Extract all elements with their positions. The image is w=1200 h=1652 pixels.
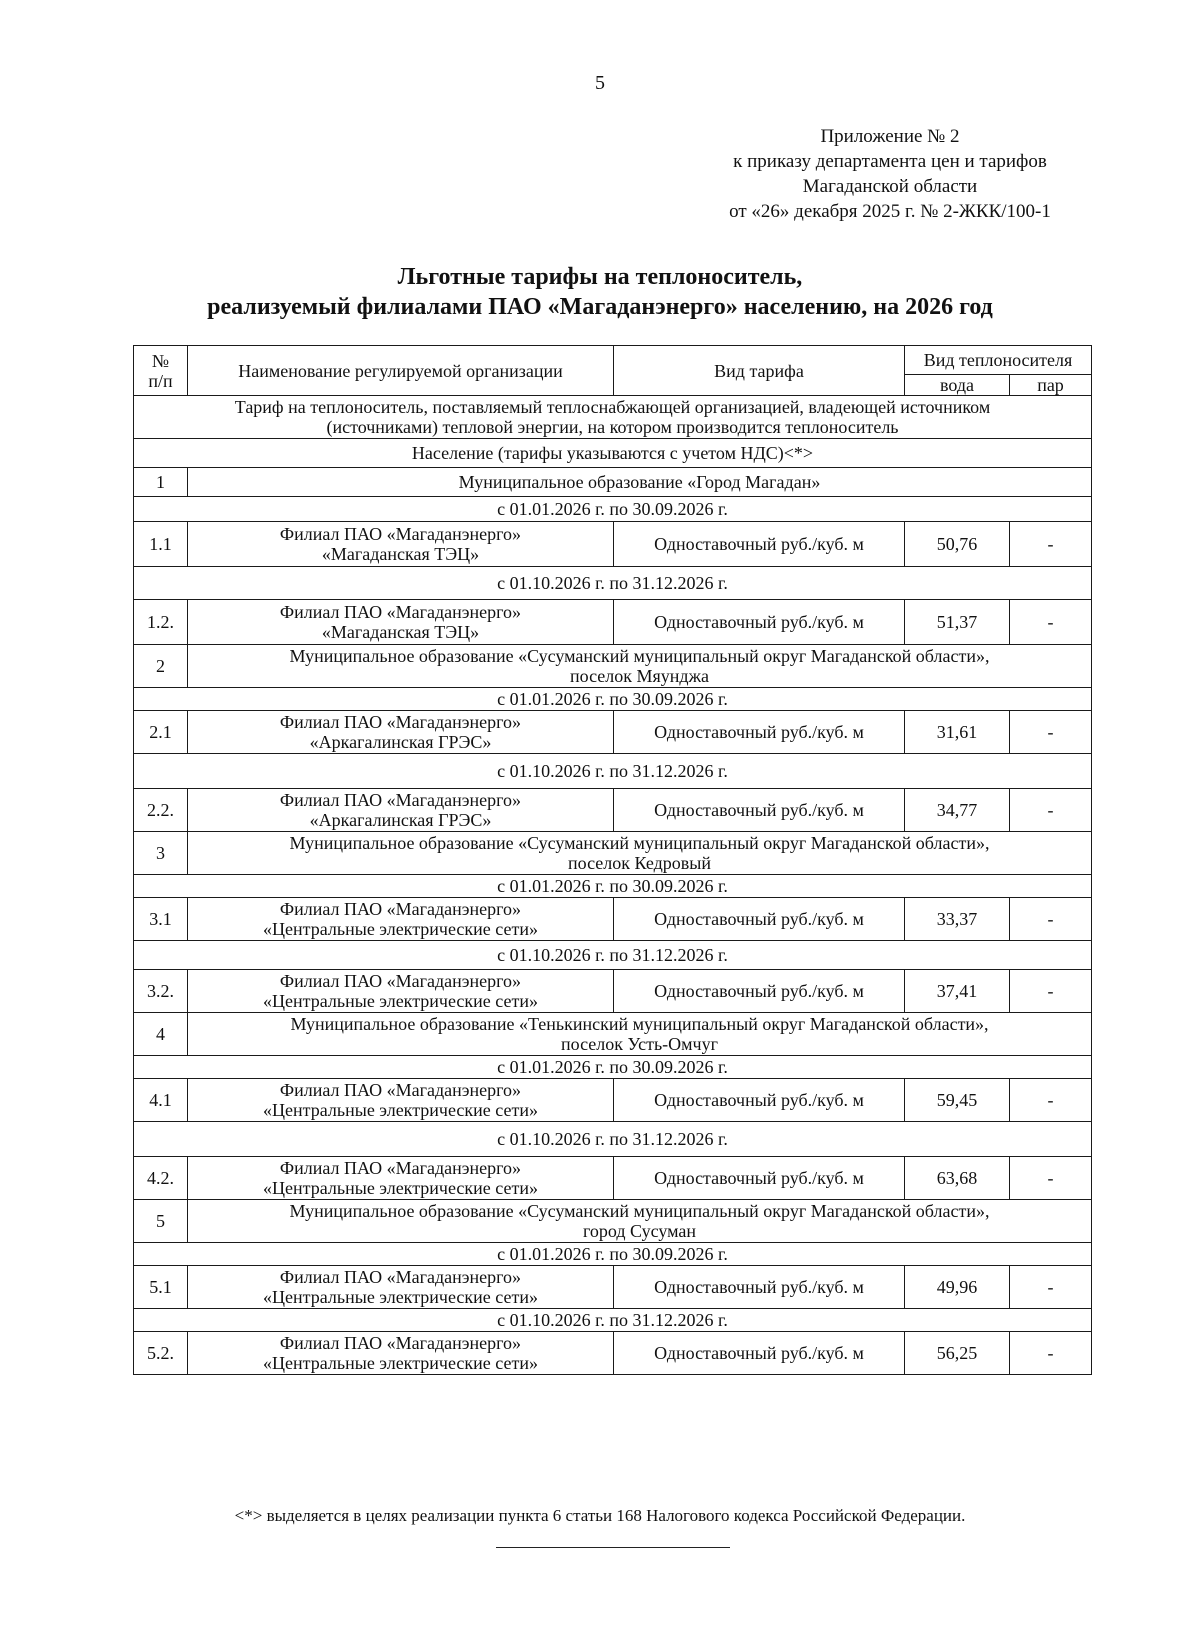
organization-line: «Аркагалинская ГРЭС» (309, 732, 492, 752)
organization-line: «Магаданская ТЭЦ» (321, 622, 480, 642)
municipality-line: поселок Мяунджа (569, 666, 709, 686)
municipality-line: Муниципальное образование «Тенькинский муниципальный округ Магаданской области», (290, 1014, 989, 1034)
organization-name (188, 522, 614, 567)
row-number: 1 (134, 468, 188, 497)
organization-line: Филиал ПАО «Магаданэнерго» (279, 790, 522, 810)
organization-name (188, 1079, 614, 1122)
header-org: Наименование регулируемой организации (188, 346, 614, 396)
row-number: 2.2. (134, 789, 188, 832)
municipality-row (134, 645, 1092, 688)
municipality-row (134, 1200, 1092, 1243)
separator-line (496, 1547, 730, 1548)
row-number: 5 (134, 1200, 188, 1243)
row-number: 1.1 (134, 522, 188, 567)
tariff-row (134, 600, 1092, 645)
population-row (134, 439, 1092, 468)
tariff-type: Одноставочный руб./куб. м (614, 1157, 905, 1200)
tariff-type: Одноставочный руб./куб. м (614, 789, 905, 832)
organization-name (188, 1332, 614, 1375)
municipality-row (134, 832, 1092, 875)
period-label: с 01.01.2026 г. по 30.09.2026 г. (134, 688, 1092, 711)
organization-line: Филиал ПАО «Магаданэнерго» (279, 602, 522, 622)
header-num-cell (134, 346, 188, 396)
tariff-row (134, 711, 1092, 754)
tariff-type: Одноставочный руб./куб. м (614, 1266, 905, 1309)
header-num-sub: п/п (148, 370, 173, 391)
row-number: 2 (134, 645, 188, 688)
period-label: с 01.01.2026 г. по 30.09.2026 г. (134, 497, 1092, 522)
tariff-row (134, 789, 1092, 832)
organization-line: Филиал ПАО «Магаданэнерго» (279, 971, 522, 991)
period-row (134, 875, 1092, 898)
municipality-line: поселок Кедровый (568, 853, 711, 873)
row-number: 4 (134, 1013, 188, 1056)
period-label: с 01.10.2026 г. по 31.12.2026 г. (134, 1122, 1092, 1157)
period-label: с 01.10.2026 г. по 31.12.2026 г. (134, 567, 1092, 600)
period-label: с 01.10.2026 г. по 31.12.2026 г. (134, 754, 1092, 789)
municipality-row (134, 468, 1092, 497)
period-row (134, 754, 1092, 789)
organization-name (188, 1266, 614, 1309)
organization-line: «Аркагалинская ГРЭС» (309, 810, 492, 830)
population-cell: Население (тарифы указываются с учетом НДС)<*> (134, 439, 1092, 468)
steam-tariff-value: - (1010, 1266, 1092, 1309)
municipality-name (188, 468, 1092, 497)
appendix-line: Магаданской области (802, 176, 978, 197)
organization-name (188, 711, 614, 754)
tariff-table (133, 345, 1092, 1375)
period-label: с 01.01.2026 г. по 30.09.2026 г. (134, 1243, 1092, 1266)
water-tariff-value: 37,41 (905, 970, 1010, 1013)
row-number: 4.1 (134, 1079, 188, 1122)
organization-line: «Центральные электрические сети» (263, 1178, 538, 1198)
steam-tariff-value: - (1010, 1332, 1092, 1375)
header-carrier: Вид теплоносителя (905, 346, 1092, 375)
organization-line: «Центральные электрические сети» (263, 1353, 538, 1373)
tariff-type: Одноставочный руб./куб. м (614, 600, 905, 645)
steam-tariff-value: - (1010, 1157, 1092, 1200)
tariff-row (134, 522, 1092, 567)
organization-name (188, 970, 614, 1013)
period-label: с 01.10.2026 г. по 31.12.2026 г. (134, 1309, 1092, 1332)
organization-line: Филиал ПАО «Магаданэнерго» (279, 1080, 522, 1100)
organization-line: Филиал ПАО «Магаданэнерго» (279, 1267, 522, 1287)
water-tariff-value: 31,61 (905, 711, 1010, 754)
organization-line: «Центральные электрические сети» (263, 919, 538, 939)
tariff-type: Одноставочный руб./куб. м (614, 970, 905, 1013)
period-row (134, 567, 1092, 600)
period-row (134, 497, 1092, 522)
municipality-line: город Сусуман (582, 1221, 697, 1241)
period-label: с 01.01.2026 г. по 30.09.2026 г. (134, 875, 1092, 898)
water-tariff-value: 59,45 (905, 1079, 1010, 1122)
intro-cell (134, 396, 1092, 439)
organization-line: Филиал ПАО «Магаданэнерго» (279, 1333, 522, 1353)
intro-line: Тариф на теплоноситель, поставляемый теплоснабжающей организацией, владеющей источником (234, 397, 991, 417)
organization-line: Филиал ПАО «Магаданэнерго» (279, 524, 522, 544)
row-number: 1.2. (134, 600, 188, 645)
water-tariff-value: 63,68 (905, 1157, 1010, 1200)
steam-tariff-value: - (1010, 1079, 1092, 1122)
page-number: 5 (595, 72, 605, 94)
municipality-name (188, 1013, 1092, 1056)
tariff-row (134, 898, 1092, 941)
municipality-name (188, 1200, 1092, 1243)
row-number: 3.2. (134, 970, 188, 1013)
organization-line: «Центральные электрические сети» (263, 991, 538, 1011)
organization-name (188, 1157, 614, 1200)
steam-tariff-value: - (1010, 970, 1092, 1013)
organization-name (188, 898, 614, 941)
water-tariff-value: 51,37 (905, 600, 1010, 645)
period-row (134, 1243, 1092, 1266)
tariff-row (134, 1332, 1092, 1375)
tariff-type: Одноставочный руб./куб. м (614, 711, 905, 754)
row-number: 3 (134, 832, 188, 875)
water-tariff-value: 33,37 (905, 898, 1010, 941)
period-row (134, 1122, 1092, 1157)
municipality-name (188, 645, 1092, 688)
period-row (134, 688, 1092, 711)
tariff-type: Одноставочный руб./куб. м (614, 522, 905, 567)
organization-name (188, 600, 614, 645)
header-water: вода (905, 375, 1010, 396)
row-number: 5.2. (134, 1332, 188, 1375)
steam-tariff-value: - (1010, 711, 1092, 754)
tariff-row (134, 970, 1092, 1013)
tariff-row (134, 1157, 1092, 1200)
steam-tariff-value: - (1010, 600, 1092, 645)
intro-row (134, 396, 1092, 439)
municipality-row (134, 1013, 1092, 1056)
header-tariff-type: Вид тарифа (614, 346, 905, 396)
organization-name (188, 789, 614, 832)
organization-line: «Центральные электрические сети» (263, 1287, 538, 1307)
header-steam: пар (1010, 375, 1092, 396)
organization-line: «Центральные электрические сети» (263, 1100, 538, 1120)
row-number: 5.1 (134, 1266, 188, 1309)
tariff-row (134, 1266, 1092, 1309)
period-row (134, 1309, 1092, 1332)
water-tariff-value: 49,96 (905, 1266, 1010, 1309)
row-number: 3.1 (134, 898, 188, 941)
tariff-row (134, 1079, 1092, 1122)
organization-line: «Магаданская ТЭЦ» (321, 544, 480, 564)
municipality-line: Муниципальное образование «Сусуманский муниципальный округ Магаданской области», (289, 833, 990, 853)
tariff-type: Одноставочный руб./куб. м (614, 1332, 905, 1375)
appendix-line: Приложение № 2 (820, 126, 960, 147)
tariff-type: Одноставочный руб./куб. м (614, 1079, 905, 1122)
title-line: реализуемый филиалами ПАО «Магаданэнерго» населению, на 2026 год (207, 294, 993, 320)
municipality-line: Муниципальное образование «Сусуманский муниципальный округ Магаданской области», (289, 646, 990, 666)
period-row (134, 1056, 1092, 1079)
period-row (134, 941, 1092, 970)
steam-tariff-value: - (1010, 898, 1092, 941)
organization-line: Филиал ПАО «Магаданэнерго» (279, 712, 522, 732)
appendix-line: к приказу департамента цен и тарифов (733, 151, 1047, 172)
period-label: с 01.10.2026 г. по 31.12.2026 г. (134, 941, 1092, 970)
water-tariff-value: 34,77 (905, 789, 1010, 832)
footnote: <*> выделяется в целях реализации пункта 6 статьи 168 Налогового кодекса Российской Федерации. (234, 1506, 966, 1525)
header-num: № (151, 350, 170, 371)
tariff-type: Одноставочный руб./куб. м (614, 898, 905, 941)
title-line: Льготные тарифы на теплоноситель, (397, 264, 803, 290)
appendix-header (680, 124, 1100, 224)
row-number: 4.2. (134, 1157, 188, 1200)
municipality-name (188, 832, 1092, 875)
water-tariff-value: 56,25 (905, 1332, 1010, 1375)
municipality-line: Муниципальное образование «Сусуманский муниципальный округ Магаданской области», (289, 1201, 990, 1221)
organization-line: Филиал ПАО «Магаданэнерго» (279, 899, 522, 919)
period-label: с 01.01.2026 г. по 30.09.2026 г. (134, 1056, 1092, 1079)
organization-line: Филиал ПАО «Магаданэнерго» (279, 1158, 522, 1178)
appendix-line: от «26» декабря 2025 г. № 2-ЖКК/100-1 (729, 201, 1051, 222)
document-title (0, 262, 1200, 322)
row-number: 2.1 (134, 711, 188, 754)
steam-tariff-value: - (1010, 789, 1092, 832)
municipality-line: поселок Усть-Омчуг (561, 1034, 718, 1054)
header-row (134, 346, 1092, 375)
water-tariff-value: 50,76 (905, 522, 1010, 567)
steam-tariff-value: - (1010, 522, 1092, 567)
intro-line: (источниками) тепловой энергии, на котором производится теплоноситель (326, 417, 899, 437)
municipality-line: Муниципальное образование «Город Магадан» (458, 472, 821, 492)
